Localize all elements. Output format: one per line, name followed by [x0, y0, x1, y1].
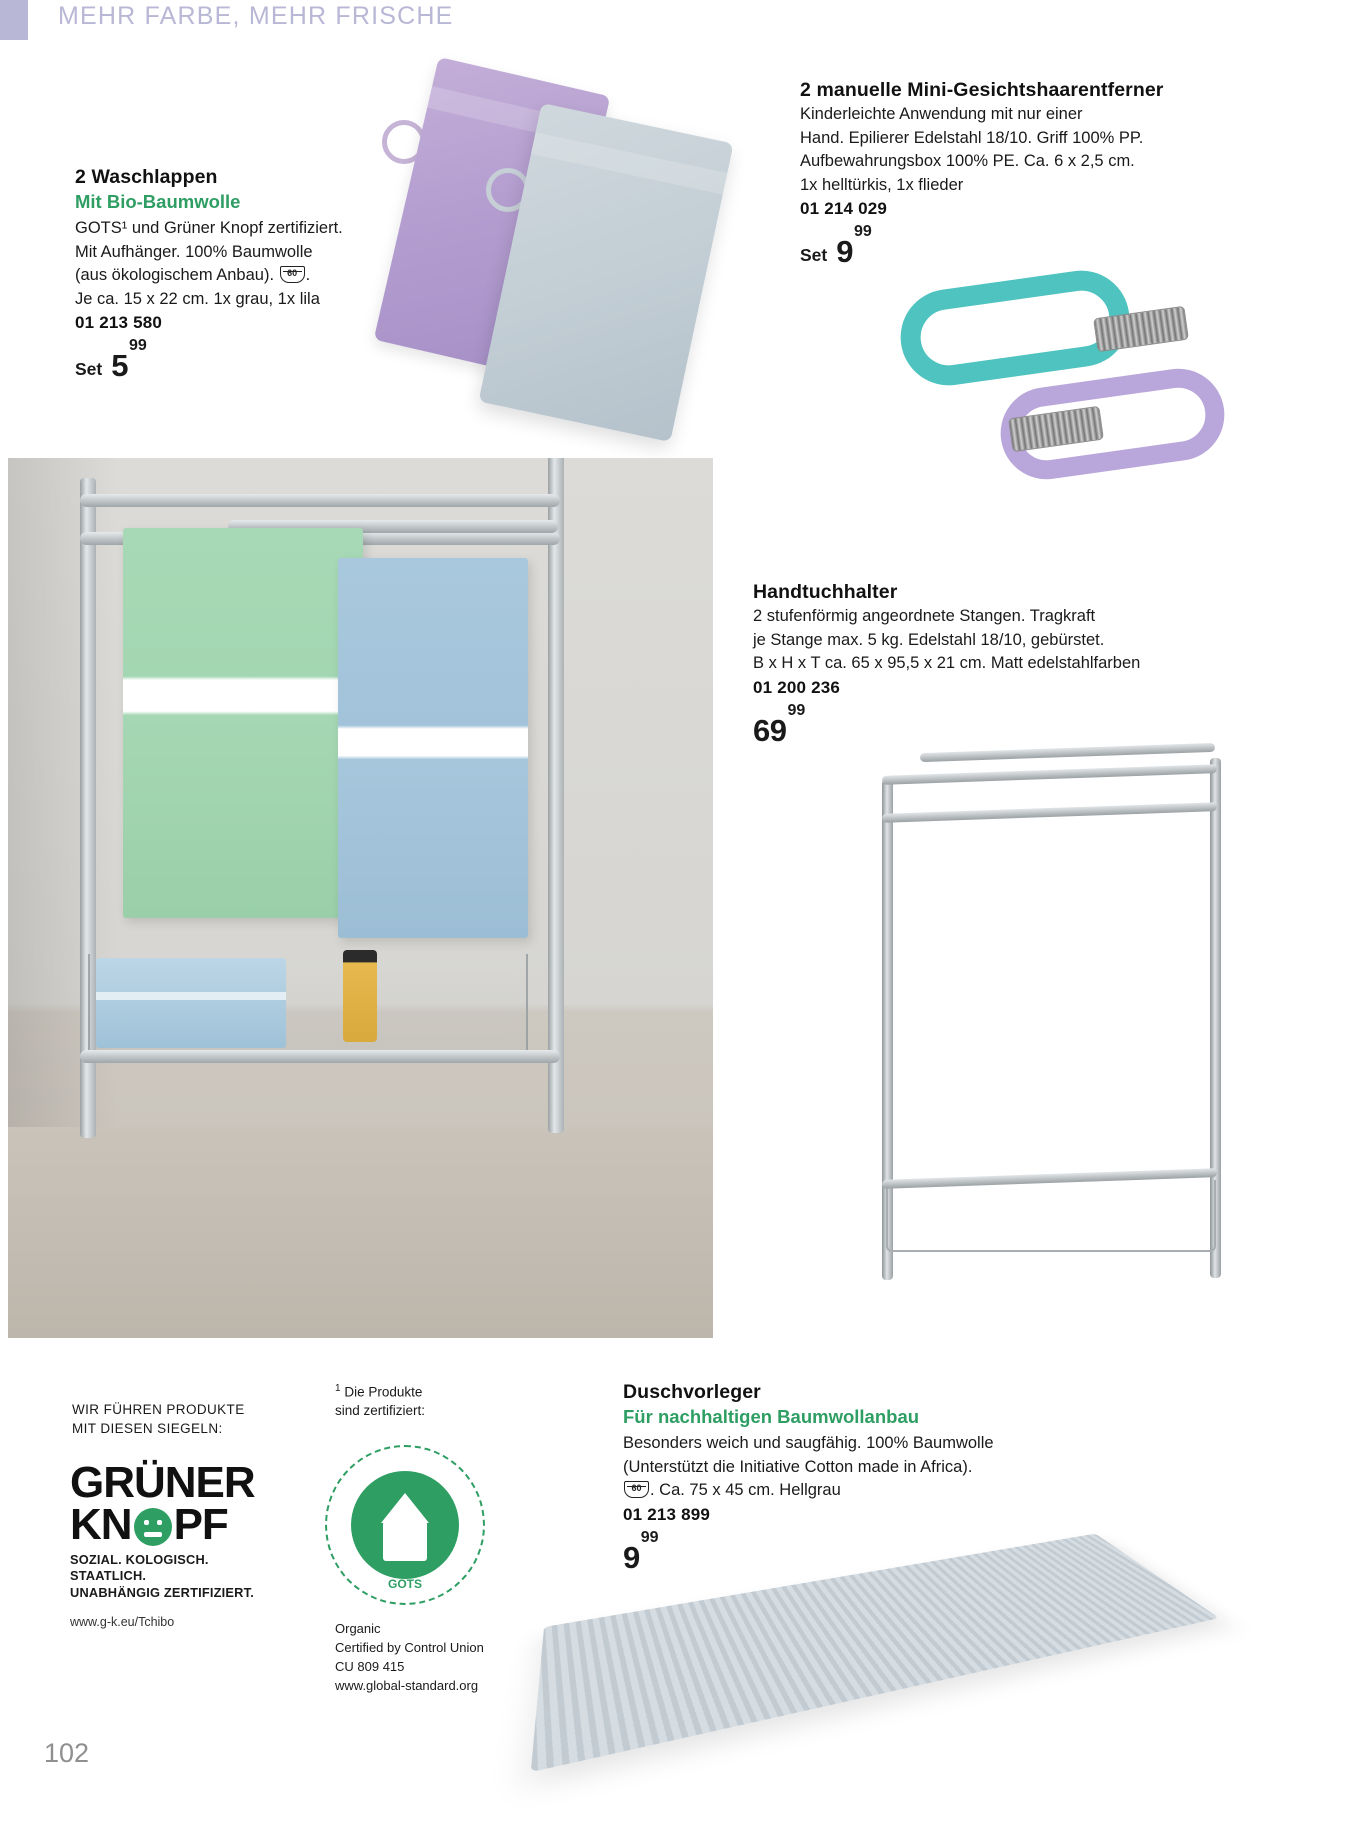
- gots-caption-line2: Certified by Control Union: [335, 1639, 484, 1655]
- gruener-knopf-line2b: PF: [173, 1499, 228, 1549]
- washcloths-photo: [390, 45, 820, 445]
- gruener-knopf-url[interactable]: www.g-k.eu/Tchibo: [70, 1615, 175, 1630]
- gots-green-disc: [351, 1471, 459, 1579]
- rack-bar-top: [80, 494, 560, 507]
- gots-caption: [335, 1620, 565, 1695]
- article-number: 01 214 029: [800, 199, 888, 219]
- price-main: 69: [753, 712, 787, 748]
- gots-caption-line4[interactable]: www.global-standard.org: [335, 1677, 479, 1693]
- gruener-knopf-sub-line2: UNABHÄNGIG ZERTIFIZIERT.: [70, 1584, 254, 1600]
- gots-seal-icon: [325, 1445, 485, 1605]
- product-desc-line3-text: Ca. 75 x 45 cm. Hellgrau: [659, 1481, 841, 1500]
- gots-note-text1: Die Produkte: [344, 1384, 423, 1400]
- shower-mat-photo: [565, 1515, 1265, 1795]
- bathroom-photo: [8, 458, 713, 1338]
- towel-rack-bar-top: [882, 764, 1217, 785]
- gots-shirt-icon: [383, 1521, 427, 1561]
- product-handtuchhalter: [753, 580, 1293, 746]
- price-row: [75, 337, 445, 384]
- price-main: 9: [623, 1539, 640, 1575]
- towel-blue: [338, 558, 528, 938]
- page-title: MEHR FARBE, MEHR FRISCHE: [58, 2, 454, 30]
- footnote-marker: 1: [335, 1383, 341, 1394]
- article-number: 01 213 580: [75, 313, 163, 333]
- product-desc-line2: (Unterstützt die Initiative Cotton made in Africa).: [623, 1457, 973, 1476]
- price-row: [800, 223, 1280, 270]
- towel-rack-basket: [886, 1180, 1216, 1252]
- product-desc-line3-text: (aus ökologischem Anbau).: [75, 266, 275, 285]
- seals-intro-line1: WIR FÜHREN PRODUKTE: [72, 1402, 245, 1417]
- folded-towels: [96, 958, 286, 1048]
- gruener-knopf-sub-line1: SOZIAL. KOLOGISCH. STAATLICH.: [70, 1551, 209, 1584]
- seals-intro-line2: MIT DIESEN SIEGELN:: [72, 1421, 223, 1437]
- soap-bottle: [343, 950, 377, 1042]
- seals-intro: [72, 1400, 272, 1438]
- towel-green: [123, 528, 363, 918]
- product-desc-line4: Je ca. 15 x 22 cm. 1x grau, 1x lila: [75, 289, 320, 308]
- page-number: 102: [44, 1738, 90, 1768]
- footer-divider: [0, 1790, 1356, 1791]
- product-title: 2 manuelle Mini-Gesichtshaarentferner: [800, 79, 1164, 101]
- price-cents: 99: [787, 701, 806, 719]
- gruener-knopf-line2: [70, 1499, 275, 1549]
- article-number: 01 213 899: [623, 1504, 711, 1524]
- page-header: [0, 0, 1356, 40]
- gots-caption-line1: Organic: [335, 1621, 381, 1636]
- product-desc-line3: B x H x T ca. 65 x 95,5 x 21 cm. Matt edelstahlfarben: [753, 654, 1141, 673]
- button-icon: [134, 1508, 172, 1546]
- product-title: Duschvorleger: [623, 1381, 761, 1403]
- product-gesichtshaarentferner: [800, 78, 1280, 270]
- product-desc-line3: (aus ökologischem Anbau). 60 .: [75, 264, 445, 287]
- set-label: Set: [75, 359, 103, 380]
- gots-caption-line3: CU 809 415: [335, 1658, 405, 1674]
- floor: [8, 1127, 713, 1338]
- wash-care-icon: [280, 266, 305, 283]
- price-main: 9: [836, 234, 853, 270]
- gruener-knopf-line1: GRÜNER: [70, 1458, 255, 1507]
- towel-rack-bar-third: [920, 743, 1215, 762]
- price-cents: 99: [853, 223, 872, 241]
- gots-note-line2: sind zertifiziert:: [335, 1403, 426, 1419]
- product-desc-line3: Aufbewahrungsbox 100% PE. Ca. 6 x 2,5 cm.: [800, 152, 1135, 171]
- gots-arrow-icon: [381, 1493, 429, 1523]
- towel-rack-bar-second: [882, 802, 1217, 823]
- product-desc-line3: 60. Ca. 75 x 45 cm. Hellgrau: [623, 1479, 1143, 1502]
- product-subtitle: Mit Bio-Baumwolle: [75, 191, 241, 213]
- epilators-photo: [890, 270, 1310, 520]
- product-desc-line2: Hand. Epilierer Edelstahl 18/10. Griff 100% PP.: [800, 128, 1144, 147]
- product-title: Handtuchhalter: [753, 581, 898, 603]
- product-desc-line2: je Stange max. 5 kg. Edelstahl 18/10, gebürstet.: [753, 630, 1105, 649]
- shower-mat: [531, 1534, 1219, 1773]
- product-waschlappen: [75, 165, 445, 384]
- product-desc-line1: GOTS¹ und Grüner Knopf zertifiziert.: [75, 219, 343, 238]
- gots-note: [335, 1382, 525, 1421]
- gots-note-line1: [335, 1382, 525, 1402]
- rack-post-right: [548, 458, 564, 1133]
- price-cents: 99: [128, 337, 147, 355]
- wash-care-icon: [624, 1481, 649, 1498]
- set-label: Set: [800, 245, 828, 266]
- price-cents: 99: [640, 1528, 659, 1546]
- header-accent-bar: [0, 0, 28, 40]
- price-main: 5: [111, 348, 128, 384]
- product-desc-line1: 2 stufenförmig angeordnete Stangen. Tragkraft: [753, 607, 1096, 626]
- gruener-knopf-sub: [70, 1552, 275, 1602]
- rack-bar-bottom: [80, 1050, 560, 1063]
- product-desc-line4: 1x helltürkis, 1x flieder: [800, 175, 964, 194]
- gruener-knopf-logo: [70, 1458, 275, 1630]
- article-number: 01 200 236: [753, 677, 841, 697]
- towel-rack-photo: [860, 740, 1280, 1360]
- product-desc-line1: Kinderleichte Anwendung mit nur einer: [800, 105, 1083, 124]
- gruener-knopf-line2a: KN: [70, 1499, 132, 1549]
- gots-badge-text: GOTS: [387, 1577, 422, 1591]
- product-title: 2 Waschlappen: [75, 166, 218, 188]
- product-desc-line1: Besonders weich und saugfähig. 100% Baumwolle: [623, 1434, 994, 1453]
- product-subtitle: Für nachhaltigen Baumwollanbau: [623, 1406, 920, 1428]
- product-desc-line2: Mit Aufhänger. 100% Baumwolle: [75, 242, 313, 261]
